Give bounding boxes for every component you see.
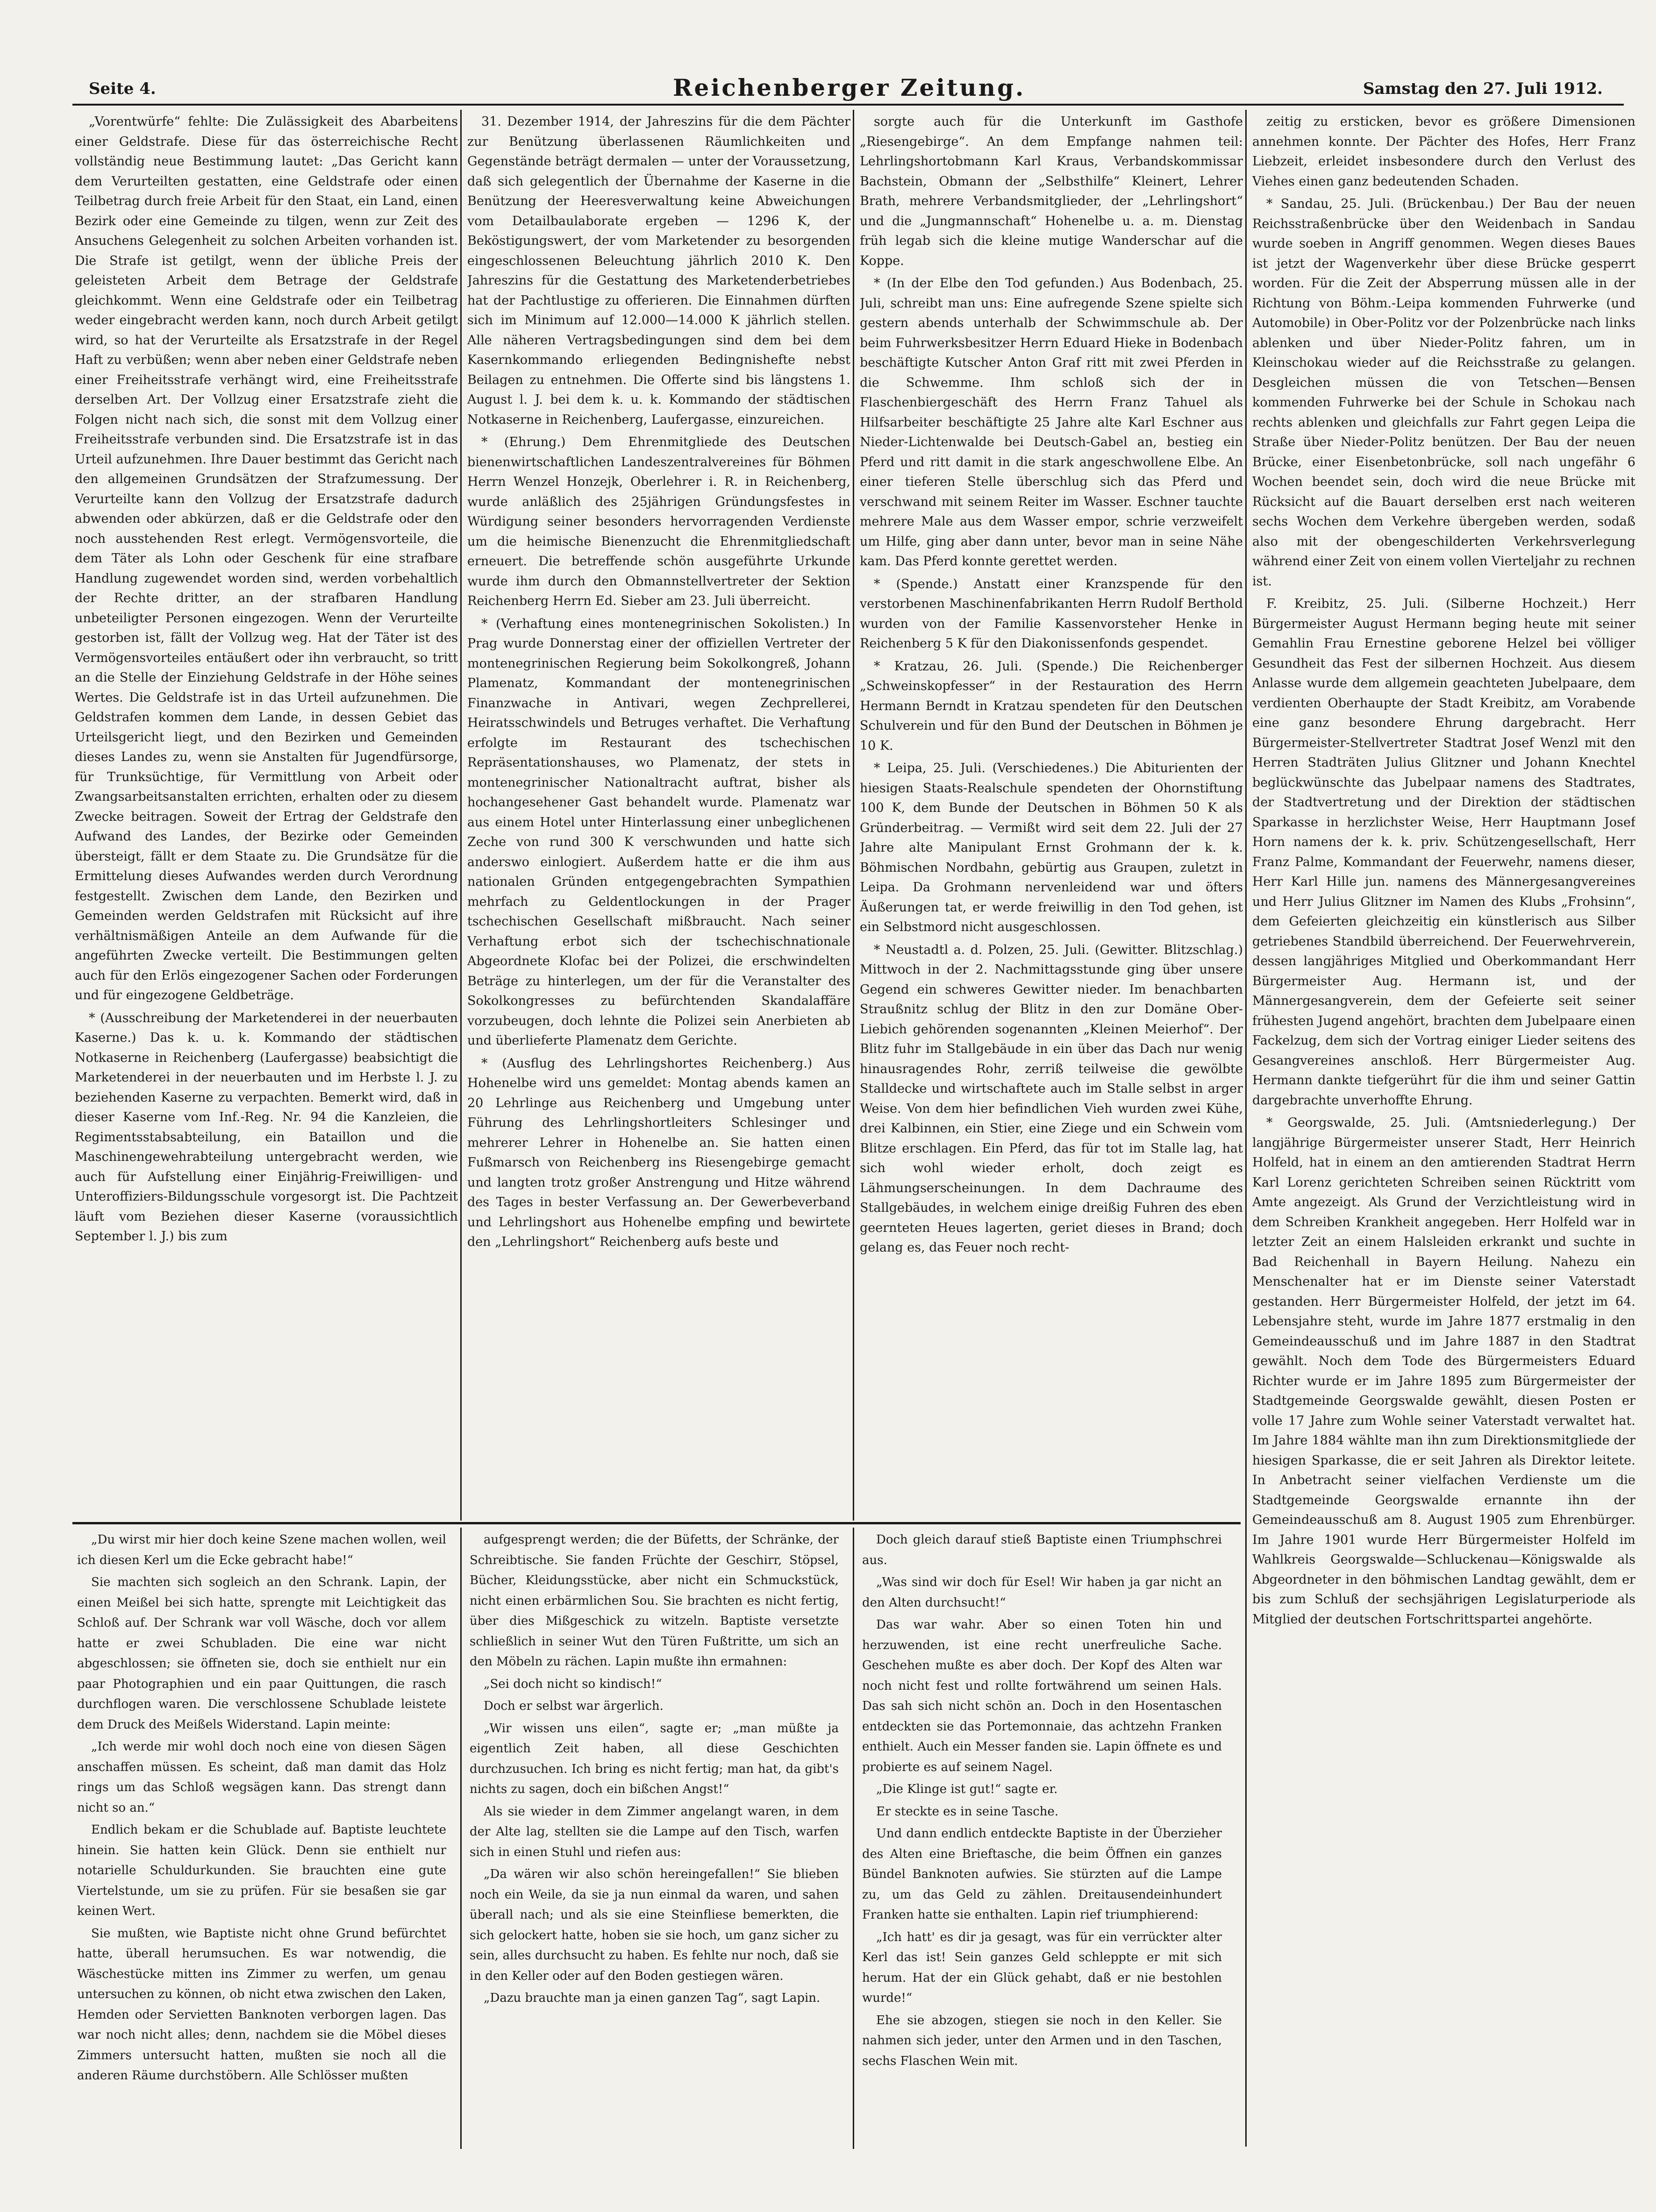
- article-paragraph: sorgte auch für die Unterkunft im Gasthofe „Riesengebirge“. An dem Empfange nahmen teil: Lehrlingshortobmann Karl Kraus, Verbandskommissar Bachstein, Obmann der „Selbsthilfe“ Kleinert, Lehrer Brath, mehrere Verbandsmitglieder, der „Lehrlingshort“ und die „Jungmannschaft“ Hohenelbe u. a. m. Dienstag früh legab sich die kleine mutige Wanderschar auf die Koppe.: [860, 114, 1243, 268]
- column-4: [1252, 112, 1635, 2135]
- article-paragraph: * Georgswalde, 25. Juli. (Amtsniederlegung.) Der langjährige Bürgermeister unserer Stadt, Herr Heinrich Holfeld, hat in einem an den amtierenden Stadtrat Herrn Karl Lorenz gerichteten Schreiben seinen Rücktritt vom Amte angezeigt. Als Grund der Verzichtleistung wird in dem Schreiben Krankheit angegeben. Herr Holfeld war in letzter Zeit an einem Halsleiden erkrankt und suchte in Bad Reichenhall in Bayern Heilung. Nahezu ein Menschenalter hat er im Dienste seiner Vaterstadt gestanden. Herr Bürgermeister Holfeld, der jetzt im 64. Lebensjahre steht, wurde im Jahre 1877 erstmalig in den Gemeindeausschuß und im Jahre 1887 in den Stadtrat gewählt. Noch dem Tode des Bürgermeisters Eduard Richter wurde er im Jahre 1895 zum Bürgermeister der Stadtgemeinde Georgswalde gewählt, diesen Posten er volle 17 Jahre zum Wohle seiner Vaterstadt verwaltet hat. Im Jahre 1884 wählte man ihn zum Direktionsmitgliede der hiesigen Sparkasse, die er seit Jahren als Direktor leitete. In Anbetracht seiner vielfachen Verdienste um die Stadtgemeinde Georgswalde ernannte ihn der Gemeindeausschuß am 8. August 1905 zum Ehrenbürger. Im Jahre 1901 wurde Herr Bürgermeister Holfeld im Wahlkreis Georgswalde—Schluckenau—Königswalde als Abgeordneter in den böhmischen Landtag gewählt, dem er bis zum Schluß der sechsjährigen Legislaturperiode als Mitglied der deutschen Fortschrittspartei angehörte.: [1252, 1116, 1635, 1627]
- article-paragraph: * (Ehrung.) Dem Ehrenmitgliede des Deutschen bienenwirtschaftlichen Landeszentralvereines für Böhmen Herrn Wenzel Honzejk, Oberlehrer i. R. in Reichenberg, wurde anläßlich des 25jährigen Gründungsfestes in Würdigung seiner besonders hervorragenden Verdienste um die heimische Bienenzucht die Ehrenmitgliedschaft erneuert. Die betreffende schön ausgeführte Urkunde wurde ihm durch den Obmannstellvertreter der Sektion Reichenberg Herrn Ed. Sieber am 23. Juli überreicht.: [467, 435, 850, 608]
- story-paragraph: Endlich bekam er die Schublade auf. Baptiste leuchtete hinein. Sie hatten kein Glück. Denn sie enthielt nur notarielle Schuldurkunden. Sie brauchten eine gute Viertelstunde, um sie zu prüfen. Für sie besaßen sie gar keinen Wert.: [77, 1823, 446, 1918]
- story-paragraph: „Dazu brauchte man ja einen ganzen Tag“, sagt Lapin.: [484, 1991, 821, 2005]
- story-paragraph: Er steckte es in seine Tasche.: [876, 1804, 1059, 1819]
- story-paragraph: Als sie wieder in dem Zimmer angelangt waren, in dem der Alte lag, stellten sie die Lampe auf den Tisch, warfen sich in einen Stuhl und riefen aus:: [470, 1804, 839, 1859]
- story-paragraph: Ehe sie abzogen, stiegen sie noch in den Keller. Sie nahmen sich jeder, unter den Armen und in den Taschen, sechs Flaschen Wein mit.: [862, 2013, 1222, 2068]
- story-paragraph: „Sei doch nicht so kindisch!“: [484, 1677, 662, 1691]
- story-paragraph: „Wir wissen uns eilen“, sagte er; „man müßte ja eigentlich Zeit haben, all diese Geschichten durchzusuchen. Ich bring es nicht fertig; man hat, da gibt's nichts zu sagen, doch ein bißchen Angst!“: [470, 1721, 839, 1796]
- page-number: Seite 4.: [89, 79, 156, 98]
- story-paragraph: Doch er selbst war ärgerlich.: [484, 1699, 664, 1713]
- article-paragraph: „Vorentwürfe“ fehlte: Die Zulässigkeit des Abarbeitens einer Geldstrafe. Diese für das österreichische Recht vollständig neue Bestimmung lautet: „Das Gericht kann dem Verurteilten gestatten, eine Geldstrafe oder einen Teilbetrag durch freie Arbeit für den Staat, ein Land, einen Bezirk oder eine Gemeinde zu tilgen, wenn zur Zeit des Ansuchens Gelegenheit zu solchen Arbeiten vorhanden ist. Die Strafe ist getilgt, wenn der übliche Preis der geleisteten Arbeit dem Betrage der Geldstrafe gleichkommt. Wenn eine Geldstrafe oder ein Teilbetrag weder eingebracht werden kann, noch durch Arbeit getilgt wird, so hat der Verurteilte als Ersatzstrafe in der Regel Haft zu verbüßen; wenn aber neben einer Geldstrafe neben einer Freiheitsstrafe verhängt wird, eine Freiheitsstrafe derselben Art. Der Vollzug einer Ersatzstrafe zieht die Folgen nicht nach sich, die sonst mit dem Vollzug einer Freiheitsstrafe verbunden sind. Die Ersatzstrafe ist in das Urteil aufzunehmen. Ihre Dauer bestimmt das Gericht nach den allgemeinen Grundsätzen der Strafzumessung. Der Verurteilte kann den Vollzug der Ersatzstrafe dadurch abwenden oder abkürzen, daß er die Geldstrafe oder den noch ausstehenden Rest erlegt. Vermögensvorteile, die dem Täter als Lohn oder Geschenk für eine strafbare Handlung zugewendet worden sind, werden vorbehaltlich der Rechte dritter, an der strafbaren Handlung unbeteiligter Personen eingezogen. Wenn der Verurteilte gestorben ist, fällt der Vollzug weg. Hat der Täter ist des Vermögensvorteiles entäußert oder ihn verbraucht, so tritt an die Stelle der Einziehung Geldstrafe in der Höhe seines Wertes. Die Geldstrafe ist in das Urteil aufzunehmen. Die Geldstrafen kommen dem Lande, in dessen Gebiet das Urteilsgericht liegt, und den Bezirken und Gemeinden dieses Landes zu, wenn sie Anstalten für Jugendfürsorge, für Trunksüchtige, für Vermittlung von Arbeit oder Zwangsarbeitsanstalten errichten, erhalten oder zu diesem Zwecke beitragen. Soweit der Ertrag der Geldstrafe den Aufwand des Landes, der Bezirke oder Gemeinden übersteigt, fällt er dem Staate zu. Die Grundsätze für die Ermittelung dieses Aufwandes werden durch Verordnung festgestellt. Zwischen dem Lande, den Bezirken und Gemeinden werden Geldstrafen mit Rücksicht auf ihre verhältnismäßigen Anteile an dem Aufwande für die angeführten Zwecke verteilt. Die Bestimmungen gelten auch für den Erlös eingezogener Sachen oder Forderungen und für eingezogene Geldbeträge.: [75, 114, 458, 1003]
- article-paragraph: F. Kreibitz, 25. Juli. (Silberne Hochzeit.) Herr Bürgermeister August Hermann beging heute mit seiner Gemahlin Frau Ernestine geborene Helzel bei völliger Gesundheit das Fest der silbernen Hochzeit. Aus diesem Anlasse wurde dem allgemein geachteten Jubelpaare, dem verdienten Oberhaupte der Stadt Kreibitz, am Vorabende eine ganz besondere Ehrung dargebracht. Herr Bürgermeister-Stellvertreter Stadtrat Josef Wenzl mit den Herren Stadträten Julius Glitzner und Johann Knechtel beglückwünschte das Jubelpaar namens des Stadtrates, der Stadtvertretung und der Direktion der städtischen Sparkasse in herzlichster Weise, Herr Hauptmann Josef Horn namens der k. k. priv. Schützengesellschaft, Herr Franz Palme, Kommandant der Feuerwehr, namens dieser, Herr Karl Hille jun. namens des Männergesangvereines und Herr Julius Glitzner im Namen des Klubs „Frohsinn“, dem Gefeierten gleichzeitig ein künstlerisch aus Silber getriebenes Standbild überreichend. Der Feuerwehrverein, dessen langjähriges Mitglied und Oberkommandant Herr Bürgermeister Aug. Hermann ist, und der Männergesangverein, dem der Gefeierte seit seiner frühesten Jugend angehört, brachten dem Jubelpaare einen Fackelzug, dem sich der Vortrag einiger Lieder seitens des Gesangvereines anschloß. Herr Bürgermeister Aug. Hermann dankte tiefgerührt für die ihm und seiner Gattin dargebrachte unverhoffte Ehrung.: [1252, 597, 1635, 1108]
- story-paragraph: „Ich hatt' es dir ja gesagt, was für ein verrückter alter Kerl das ist! Sein ganzes Geld schleppte er mit sich herum. Hat der ein Glück gehabt, daß er nie bestohlen wurde!“: [862, 1930, 1222, 2005]
- issue-date: Samstag den 27. Juli 1912.: [1363, 79, 1603, 98]
- story-paragraph: „Da wären wir also schön hereingefallen!“ Sie blieben noch ein Weile, da sie ja nun einmal da waren, und sahen überall nach; und als sie eine Steinfliese bemerkten, die sich gelockert hatte, hoben sie sie hoch, um ganz sicher zu sein, alles durchsucht zu haben. Es fehlte nur noch, daß sie in den Keller oder auf den Boden gestiegen wären.: [470, 1867, 839, 1983]
- article-paragraph: * (Ausflug des Lehrlingshortes Reichenberg.) Aus Hohenelbe wird uns gemeldet: Montag abends kamen an 20 Lehrlinge aus Reichenberg und Umgebung unter Führung des Lehrlingshortleiters Schlesinger und mehrerer Lehrer in Hohenelbe an. Sie hatten einen Fußmarsch von Reichenberg ins Riesengebirge gemacht und langten trotz großer Anstrengung und Hitze während des Tages in bester Verfassung an. Der Gewerbeverband und Lehrlingshort aus Hohenelbe empfing und bewirtete den „Lehrlingshort“ Reichenberg aufs beste und: [467, 1056, 850, 1249]
- article-paragraph: zeitig zu ersticken, bevor es größere Dimensionen annehmen konnte. Der Pächter des Hofes, Herr Franz Liebzeit, erleidet insbesondere durch den Verlust des Viehes einen ganz bedeutenden Schaden.: [1252, 114, 1635, 189]
- masthead: Reichenberger Zeitung.: [673, 74, 1026, 101]
- article-paragraph: * Leipa, 25. Juli. (Verschiedenes.) Die Abiturienten der hiesigen Staats-Realschule spendeten der Ohornstiftung 100 K, dem Bunde der Deutschen in Böhmen 50 K als Gründerbeitrag. — Vermißt wird seit dem 22. Juli der 27 Jahre alte Manipulant Ernst Grohmann der k. k. Böhmischen Nordbahn, gebürtig aus Graupen, zuletzt in Leipa. Da Grohmann nervenleidend war und öfters Äußerungen tat, er werde freiwillig in den Tod gehen, ist ein Selbstmord nicht ausgeschlossen.: [860, 761, 1243, 934]
- column-1: [75, 112, 458, 1509]
- story-paragraph: „Ich werde mir wohl doch noch eine von diesen Sägen anschaffen müssen. Es scheint, daß man damit das Holz rings um das Schloß wegsägen kann. Das strengt dann nicht so an.“: [77, 1740, 446, 1815]
- story-paragraph: „Die Klinge ist gut!“ sagte er.: [876, 1782, 1058, 1796]
- article-paragraph: * Sandau, 25. Juli. (Brückenbau.) Der Bau der neuen Reichsstraßenbrücke über den Weidenbach in Sandau wurde soeben in Angriff genommen. Wegen dieses Baues ist jetzt der Wagenverkehr über diese Brücke gesperrt worden. Für die Zeit der Absperrung müssen alle in der Richtung von Böhm.-Leipa kommenden Fuhrwerke (und Automobile) in Ober-Politz vor der Polzenbrücke nach links ablenken und über Nieder-Politz fahren, um in Kleinschokau wieder auf die Reichsstraße zu gelangen. Desgleichen müssen die von Tetschen—Bensen kommenden Fuhrwerke bei der Schule in Schokau nach rechts ablenken und gleichfalls zur Fahrt gegen Leipa die Straße über Nieder-Politz benützen. Der Bau der neuen Brücke, einer Eisenbetonbrücke, soll nach ungefähr 6 Wochen beendet sein, doch wird die neue Brücke mit Rücksicht auf die Bauart derselben erst nach weiteren sechs Wochen dem Verkehre übergeben werden, sodaß also mit der obengeschilderten Verkehrsverlegung während einer Zeit von einem vollen Vierteljahr zu rechnen ist.: [1252, 197, 1635, 589]
- story-paragraph: Das war wahr. Aber so einen Toten hin und herzuwenden, ist eine recht unerfreuliche Sache. Geschehen mußte es aber doch. Der Kopf des Alten war noch nicht fest und rollte fortwährend um seinen Hals. Das sah sich nicht schön an. Doch in den Hosentaschen entdeckten sie das Portemonnaie, das achtzehn Franken enthielt. Auch ein Messer fanden sie. Lapin öffnete es und probierte es auf seinem Nagel.: [862, 1618, 1222, 1774]
- column-divider: [460, 110, 462, 1521]
- column-divider: [460, 1528, 462, 2149]
- feuilleton-rule: [72, 1522, 1241, 1524]
- article-paragraph: * Kratzau, 26. Juli. (Spende.) Die Reichenberger „Schweinskopfesser“ in der Restauration des Herrn Hermann Berndt in Kratzau spendeten für den Deutschen Schulverein und für den Bund der Deutschen in Böhmen je 10 K.: [860, 659, 1243, 753]
- story-paragraph: aufgesprengt werden; die der Büfetts, der Schränke, der Schreibtische. Sie fanden Früchte der Geschirr, Stöpsel, Bücher, Kleidungsstücke, aber nicht ein Schmuckstück, nicht einen erbärmlichen Sou. Sie brachten es nicht fertig, über dies Mißgeschick zu witzeln. Baptiste versetzte schließlich in seiner Wut den Türen Fußtritte, um sich an den Möbeln zu rächen. Lapin mußte ihn ermahnen:: [470, 1533, 839, 1669]
- story-paragraph: Und dann endlich entdeckte Baptiste in der Überzieher des Alten eine Brieftasche, die beim Öffnen ein ganzes Bündel Banknoten aufwies. Sie stürzten auf die Lampe zu, um das Geld zu zählen. Dreitausendeinhundert Franken hatte sie enthalten. Lapin rief triumphierend:: [862, 1827, 1222, 1922]
- article-paragraph: * Neustadtl a. d. Polzen, 25. Juli. (Gewitter. Blitzschlag.) Mittwoch in der 2. Nachmittagsstunde ging über unsere Gegend ein schweres Gewitter nieder. Im benachbarten Straußnitz schlug der Blitz in den zur Domäne Ober-Liebich gehörenden sogenannten „Kleinen Meierhof“. Der Blitz fuhr im Stallgebäude in ein über das Dach nur wenig hinausragendes Rohr, zerriß teilweise die gewölbte Stalldecke und wirtschaftete auch im Stalle selbst in arger Weise. Von dem hier befindlichen Vieh wurden zwei Kühe, drei Kalbinnen, ein Stier, eine Ziege und ein Schwein vom Blitze erschlagen. Ein Pferd, das für tot im Stalle lag, hat sich wohl wieder erholt, doch zeigt es Lähmungserscheinungen. In dem Dachraume des Stallgebäudes, in welchem einige dreißig Fuhren des eben geernteten Heues lagerten, geriet dieses in Brand; doch gelang es, das Feuer noch recht-: [860, 942, 1243, 1255]
- article-paragraph: * (Spende.) Anstatt einer Kranzspende für den verstorbenen Maschinenfabrikanten Herrn Rudolf Berthold wurden von der Familie Kassenvorsteher Henke in Reichenberg 5 K für den Diakonissenfonds gespendet.: [860, 576, 1243, 651]
- article-paragraph: 31. Dezember 1914, der Jahreszins für die dem Pächter zur Benützung überlassenen Räumlichkeiten und Gegenstände beträgt dermalen — unter der Voraussetzung, daß sich gelegentlich der Übernahme der Kaserne in die Benützung der Heeresverwaltung keine Abweichungen vom Detailbaulaborate ergeben — 1296 K, der Beköstigungswert, der vom Marketender zu besorgenden eingeschlossenen Beleuchtung jährlich 2010 K. Den Jahreszins für die Gestattung des Marketenderbetriebes hat der Pachtlustige zu offerieren. Die Einnahmen dürften sich im Minimum auf 12.000—14.000 K jährlich stellen. Alle näheren Vertragsbedingungen sind dem bei dem Kasernkommando erliegenden Bedingnishefte nebst Beilagen zu entnehmen. Die Offerte sind bis längstens 1. August l. J. bei dem k. u. k. Kommando der städtischen Notkaserne in Reichenberg, Laufergasse, einzureichen.: [467, 114, 850, 427]
- article-paragraph: * (In der Elbe den Tod gefunden.) Aus Bodenbach, 25. Juli, schreibt man uns: Eine aufregende Szene spielte sich gestern abends unterhalb der Schwimmschule ab. Der beim Fuhrwerksbesitzer Herrn Eduard Hieke in Bodenbach beschäftigte Kutscher Anton Graf ritt mit zwei Pferden in die Schwemme. Ihm schloß sich der in Flaschenbiergeschäft des Herrn Franz Tahuel als Hilfsarbeiter beschäftigte 25 Jahre alte Karl Eschner aus Nieder-Lichtenwalde bei Deutsch-Gabel an, bestieg ein Pferd und ritt damit in die stark angeschwollene Elbe. An einer tieferen Stelle überschlug sich das Pferd und verschwand mit seinem Reiter im Wasser. Eschner tauchte mehrere Male aus dem Wasser empor, schrie verzweifelt um Hilfe, ging aber dann unter, bevor man in seine Nähe kam. Das Pferd konnte gerettet werden.: [860, 276, 1243, 569]
- story-paragraph: Sie machten sich sogleich an den Schrank. Lapin, der einen Meißel bei sich hatte, sprengte mit Leichtigkeit das Schloß auf. Der Schrank war voll Wäsche, doch vor allem hatte er zwei Schubladen. Die eine war nicht abgeschlossen; sie öffneten sie, doch sie enthielt nur ein paar Photographien und ein paar Quittungen, die rasch durchflogen waren. Die verschlossene Schublade leistete dem Druck des Meißels Widerstand. Lapin meinte:: [77, 1575, 446, 1732]
- column-divider: [1245, 110, 1247, 2147]
- column-divider: [853, 110, 854, 1521]
- feuilleton-column-1: [77, 1530, 446, 2147]
- story-paragraph: „Du wirst mir hier doch keine Szene machen wollen, weil ich diesen Kerl um die Ecke gebracht habe!“: [77, 1533, 446, 1567]
- story-paragraph: „Was sind wir doch für Esel! Wir haben ja gar nicht an den Alten durchsucht!“: [862, 1575, 1222, 1610]
- feuilleton-column-3: [862, 1530, 1222, 2147]
- article-paragraph: * (Ausschreibung der Marketenderei in der neuerbauten Kaserne.) Das k. u. k. Kommando der städtischen Notkaserne in Reichenberg (Laufergasse) beabsichtigt die Marketenderei in der neuerbauten und im Herbste l. J. zu beziehenden Kaserne zu verpachten. Bemerkt wird, daß in dieser Kaserne vom Inf.-Reg. Nr. 94 die Kanzleien, die Regimentsstabsabteilung, ein Bataillon und die Maschinengewehrabteilung untergebracht werden, wie auch für Aufstellung einer Einjährig-Freiwilligen- und Unteroffiziers-Bildungsschule vorgesorgt ist. Die Pachtzeit läuft vom Beziehen dieser Kaserne (voraussichtlich September l. J.) bis zum: [75, 1010, 458, 1244]
- feuilleton-column-2: [470, 1530, 839, 2147]
- column-3: [860, 112, 1243, 1509]
- article-paragraph: * (Verhaftung eines montenegrinischen Sokolisten.) In Prag wurde Donnerstag einer der offiziellen Vertreter der montenegrinischen Regierung beim Sokolkongreß, Johann Plamenatz, Kommandant der montenegrinischen Finanzwache in Antivari, wegen Zechprellerei, Heiratsschwindels und Betruges verhaftet. Die Verhaftung erfolgte im Restaurant des tschechischen Repräsentationshauses, wo Plamenatz, der stets in montenegrinischer Nationaltracht auftrat, bisher als hochangesehener Gast behandelt wurde. Plamenatz war aus einem Hotel unter Hinterlassung einer unbeglichenen Zeche von rund 300 K verschwunden und hatte sich anderswo einlogiert. Außerdem hatte er die ihm aus nationalen Gründen entgegengebrachten Sympathien mehrfach zu Geldentlockungen in der Prager tschechischen Gesellschaft mißbraucht. Nach seiner Verhaftung erbot sich der tschechischnationale Abgeordnete Klofac bei der Polizei, die erschwindelten Beträge zu hinterlegen, um der für die Veranstalter des Sokolkongresses zu befürchtenden Skandalaffäre vorzubeugen, doch lehnte die Polizei sein Anerbieten ab und überlieferte Plamenatz dem Gerichte.: [467, 616, 850, 1048]
- column-2: [467, 112, 850, 1509]
- story-paragraph: Sie mußten, wie Baptiste nicht ohne Grund befürchtet hatte, überall herumsuchen. Es war notwendig, die Wäschestücke mitten ins Zimmer zu werfen, um genau untersuchen zu können, ob nicht etwa zwischen den Laken, Hemden oder Servietten Banknoten verborgen lagen. Das war noch nicht alles; denn, nachdem sie die Möbel dieses Zimmers untersucht hatten, mußten sie noch all die anderen Räume durchstöbern. Alle Schlösser mußten: [77, 1926, 446, 2083]
- page-header: [89, 70, 1603, 103]
- column-divider: [853, 1528, 854, 2149]
- story-paragraph: Doch gleich darauf stieß Baptiste einen Triumphschrei aus.: [862, 1533, 1222, 1567]
- header-rule: [72, 104, 1624, 106]
